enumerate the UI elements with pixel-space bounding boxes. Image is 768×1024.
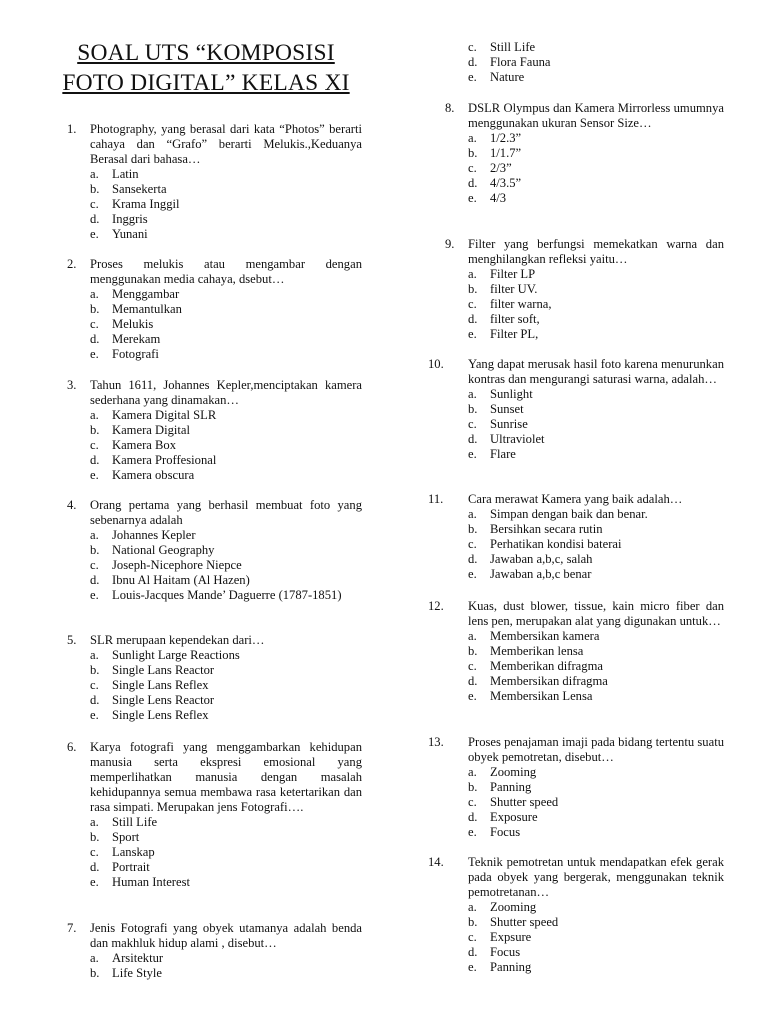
option-text: Membersikan Lensa: [490, 689, 593, 703]
answer-option: [428, 780, 724, 795]
answer-option: [428, 432, 724, 447]
answer-option: [50, 663, 362, 678]
answer-option: [50, 332, 362, 347]
option-text: Flare: [490, 447, 516, 461]
option-letter: e.: [468, 567, 477, 581]
option-letter: d.: [468, 432, 478, 446]
question-item: [50, 633, 362, 723]
answer-option: [50, 347, 362, 362]
answer-option: [428, 810, 724, 825]
answer-option: [428, 825, 724, 840]
option-text: National Geography: [112, 543, 215, 557]
option-text: Inggris: [112, 212, 148, 226]
option-text: Single Lans Reactor: [112, 663, 215, 677]
option-letter: b.: [90, 543, 100, 557]
answer-option: [428, 900, 724, 915]
answer-option: [428, 552, 724, 567]
option-letter: a.: [468, 629, 477, 643]
question-body: Proses penajaman imaji pada bidang tertentu suatu obyek pemotretan, disebut…: [468, 735, 724, 764]
option-text: Sansekerta: [112, 182, 167, 196]
answer-option: [428, 55, 724, 70]
question-text: [428, 237, 724, 267]
answer-option: [428, 70, 724, 85]
option-text: Joseph-Nicephore Niepce: [112, 558, 242, 572]
option-text: Shutter speed: [490, 915, 559, 929]
page-title: [50, 38, 362, 98]
option-text: Membersikan difragma: [490, 674, 608, 688]
answer-option: [50, 966, 362, 981]
question-number: 12.: [428, 599, 444, 613]
option-letter: d.: [90, 453, 100, 467]
option-letter: a.: [90, 648, 99, 662]
option-text: Sunset: [490, 402, 524, 416]
option-letter: c.: [468, 161, 477, 175]
question-text: [50, 740, 362, 815]
question-number: 10.: [428, 357, 444, 371]
answer-option: [428, 282, 724, 297]
option-letter: d.: [468, 674, 478, 688]
answer-option: [50, 708, 362, 723]
question-number: 13.: [428, 735, 444, 749]
option-letter: d.: [90, 212, 100, 226]
answer-option: [50, 845, 362, 860]
option-letter: e.: [468, 689, 477, 703]
question-body: Filter yang berfungsi memekatkan warna dan menghilangkan refleksi yaitu…: [468, 237, 724, 266]
answer-option: [428, 689, 724, 704]
option-letter: a.: [468, 900, 477, 914]
option-text: Latin: [112, 167, 139, 181]
question-body: Photography, yang berasal dari kata “Photos” berarti cahaya dan “Grafo” berarti Melukis.,Keduanya Berasal dari bahasa…: [90, 122, 362, 166]
question-body: Teknik pemotretan untuk mendapatkan efek gerak pada obyek yang bergerak, menggunakan teknik pemotretanan…: [468, 855, 724, 899]
option-text: Focus: [490, 945, 521, 959]
option-letter: e.: [90, 227, 99, 241]
option-letter: a.: [468, 131, 477, 145]
option-text: Simpan dengan baik dan benar.: [490, 507, 648, 521]
question-text: [50, 378, 362, 408]
question-text: [50, 122, 362, 167]
option-text: Single Lens Reactor: [112, 693, 215, 707]
option-letter: c.: [468, 537, 477, 551]
answer-option: [50, 693, 362, 708]
option-text: Kamera obscura: [112, 468, 195, 482]
option-letter: e.: [90, 468, 99, 482]
question-number: 1.: [67, 122, 77, 136]
answer-option: [428, 447, 724, 462]
option-letter: c.: [90, 678, 99, 692]
question-item: [428, 357, 724, 462]
question-text: [428, 855, 724, 900]
option-letter: a.: [90, 951, 99, 965]
question-body: Karya fotografi yang menggambarkan kehidupan manusia serta ekspresi emosional yang memperlihatkan manusia dengan masalah kehidupannya semua membawa rasa ketertarikan dan rasa simpati. Merupakan jens Fotografi….: [90, 740, 362, 814]
question-text: [428, 735, 724, 765]
question-item: [50, 740, 362, 890]
answer-option: [428, 146, 724, 161]
option-text: Sunrise: [490, 417, 528, 431]
option-letter: a.: [468, 387, 477, 401]
option-letter: d.: [468, 552, 478, 566]
option-letter: d.: [468, 312, 478, 326]
question-item: [428, 492, 724, 582]
option-letter: e.: [468, 327, 477, 341]
option-text: Expsure: [490, 930, 532, 944]
option-text: Still Life: [490, 40, 536, 54]
answer-option: [50, 815, 362, 830]
option-text: filter soft,: [490, 312, 540, 326]
option-letter: b.: [468, 522, 478, 536]
answer-option: [428, 522, 724, 537]
option-letter: c.: [90, 558, 99, 572]
option-text: Membersikan kamera: [490, 629, 600, 643]
option-letter: a.: [90, 528, 99, 542]
option-letter: a.: [468, 507, 477, 521]
question-text: [50, 633, 362, 648]
option-text: filter warna,: [490, 297, 552, 311]
option-text: Johannes Kepler: [112, 528, 196, 542]
question-number: 5.: [67, 633, 77, 647]
option-text: Lanskap: [112, 845, 155, 859]
option-text: Kamera Digital SLR: [112, 408, 217, 422]
option-letter: c.: [468, 297, 477, 311]
answer-option: [50, 573, 362, 588]
question-body: Kuas, dust blower, tissue, kain micro fiber dan lens pen, merupakan alat yang digunakan untuk…: [468, 599, 724, 628]
answer-option: [428, 297, 724, 312]
option-letter: c.: [90, 438, 99, 452]
option-letter: c.: [468, 40, 477, 54]
option-text: Single Lans Reflex: [112, 678, 209, 692]
question-item: [50, 257, 362, 362]
option-letter: d.: [468, 55, 478, 69]
option-text: 4/3.5”: [490, 176, 522, 190]
answer-option: [50, 875, 362, 890]
question-number: 7.: [67, 921, 77, 935]
option-letter: c.: [468, 930, 477, 944]
option-letter: e.: [468, 191, 477, 205]
option-text: filter UV.: [490, 282, 538, 296]
option-text: Human Interest: [112, 875, 190, 889]
answer-option: [428, 674, 724, 689]
option-text: Single Lens Reflex: [112, 708, 209, 722]
answer-option: [50, 317, 362, 332]
option-letter: e.: [468, 70, 477, 84]
answer-option: [428, 659, 724, 674]
option-letter: d.: [90, 693, 100, 707]
option-letter: e.: [468, 825, 477, 839]
answer-option: [428, 161, 724, 176]
answer-option: [428, 629, 724, 644]
question-body: DSLR Olympus dan Kamera Mirrorless umumnya menggunakan ukuran Sensor Size…: [468, 101, 724, 130]
option-text: Kamera Box: [112, 438, 176, 452]
option-letter: e.: [468, 447, 477, 461]
answer-option: [428, 765, 724, 780]
option-letter: e.: [468, 960, 477, 974]
option-letter: e.: [90, 708, 99, 722]
answer-option: [428, 537, 724, 552]
question-number: 6.: [67, 740, 77, 754]
answer-option: [50, 453, 362, 468]
answer-option: [50, 860, 362, 875]
option-text: Portrait: [112, 860, 150, 874]
option-text: Zooming: [490, 765, 537, 779]
option-letter: e.: [90, 588, 99, 602]
option-text: Memantulkan: [112, 302, 182, 316]
option-text: Kamera Digital: [112, 423, 190, 437]
option-text: Ibnu Al Haitam (Al Hazen): [112, 573, 250, 587]
answer-option: [50, 227, 362, 242]
answer-option: [428, 267, 724, 282]
option-text: Perhatikan kondisi baterai: [490, 537, 622, 551]
question-number: 2.: [67, 257, 77, 271]
option-text: Still Life: [112, 815, 158, 829]
option-letter: b.: [468, 780, 478, 794]
option-text: Life Style: [112, 966, 163, 980]
question-item: [50, 498, 362, 603]
question-number: 11.: [428, 492, 444, 506]
answer-option: [428, 960, 724, 975]
option-text: Ultraviolet: [490, 432, 545, 446]
answer-option: [428, 327, 724, 342]
answer-option: [50, 197, 362, 212]
answer-option: [50, 648, 362, 663]
answer-option: [50, 287, 362, 302]
option-letter: e.: [90, 875, 99, 889]
option-text: Focus: [490, 825, 521, 839]
option-letter: c.: [90, 197, 99, 211]
option-letter: b.: [90, 966, 100, 980]
answer-option: [428, 930, 724, 945]
option-text: Panning: [490, 780, 532, 794]
option-text: Melukis: [112, 317, 154, 331]
answer-option: [50, 951, 362, 966]
option-text: Filter LP: [490, 267, 536, 281]
option-text: 1/1.7”: [490, 146, 522, 160]
answer-option: [428, 131, 724, 146]
answer-option: [50, 408, 362, 423]
option-letter: c.: [468, 659, 477, 673]
question-text: [428, 599, 724, 629]
answer-option: [428, 191, 724, 206]
option-text: Sunlight Large Reactions: [112, 648, 240, 662]
option-text: Arsitektur: [112, 951, 164, 965]
answer-option: [428, 795, 724, 810]
option-text: Sunlight: [490, 387, 533, 401]
option-letter: d.: [90, 332, 100, 346]
option-text: 1/2.3”: [490, 131, 522, 145]
question-text: [428, 101, 724, 131]
option-text: Zooming: [490, 900, 537, 914]
question-body: Proses melukis atau mengambar dengan menggunakan media cahaya, dsebut…: [90, 257, 362, 286]
option-text: Shutter speed: [490, 795, 559, 809]
answer-option: [428, 176, 724, 191]
option-letter: b.: [468, 282, 478, 296]
question-text: [50, 257, 362, 287]
question-item: [50, 122, 362, 242]
option-letter: c.: [468, 795, 477, 809]
question-text: [428, 492, 724, 507]
option-letter: a.: [90, 167, 99, 181]
question-text: [50, 498, 362, 528]
option-letter: a.: [468, 267, 477, 281]
option-letter: b.: [90, 423, 100, 437]
option-text: 2/3”: [490, 161, 512, 175]
option-letter: a.: [468, 765, 477, 779]
option-letter: d.: [90, 860, 100, 874]
option-text: Jawaban a,b,c, salah: [490, 552, 593, 566]
answer-option: [428, 945, 724, 960]
option-text: Nature: [490, 70, 525, 84]
option-text: Filter PL,: [490, 327, 539, 341]
question-item: [50, 921, 362, 981]
question-body: Orang pertama yang berhasil membuat foto yang sebenarnya adalah: [90, 498, 362, 527]
option-text: Louis-Jacques Mande’ Daguerre (1787-1851): [112, 588, 342, 602]
option-text: Merekam: [112, 332, 161, 346]
title-line-1: SOAL UTS “KOMPOSISI: [77, 40, 335, 66]
question-body: Tahun 1611, Johannes Kepler,menciptakan kamera sederhana yang dinamakan…: [90, 378, 362, 407]
option-letter: c.: [90, 317, 99, 331]
answer-option: [50, 468, 362, 483]
option-text: Jawaban a,b,c benar: [490, 567, 592, 581]
option-text: 4/3: [490, 191, 507, 205]
option-letter: d.: [468, 810, 478, 824]
question-number: 3.: [67, 378, 77, 392]
answer-option: [50, 830, 362, 845]
question-number: 14.: [428, 855, 444, 869]
option-text: Flora Fauna: [490, 55, 551, 69]
option-text: Kamera Proffesional: [112, 453, 217, 467]
title-line-2: FOTO DIGITAL” KELAS XI: [62, 70, 350, 96]
answer-option: [50, 182, 362, 197]
option-letter: b.: [90, 663, 100, 677]
answer-option: [50, 212, 362, 227]
answer-option: [428, 402, 724, 417]
option-letter: b.: [90, 830, 100, 844]
answer-option: [428, 915, 724, 930]
option-text: Yunani: [112, 227, 148, 241]
option-letter: b.: [468, 402, 478, 416]
answer-option: [50, 678, 362, 693]
answer-option: [428, 40, 724, 55]
option-letter: a.: [90, 408, 99, 422]
option-letter: b.: [90, 302, 100, 316]
answer-option: [50, 302, 362, 317]
answer-option: [428, 644, 724, 659]
question-item: [428, 101, 724, 206]
question-continuation: [428, 40, 724, 85]
option-text: Memberikan lensa: [490, 644, 584, 658]
option-letter: b.: [468, 915, 478, 929]
question-item: [428, 735, 724, 840]
answer-option: [428, 387, 724, 402]
answer-option: [50, 438, 362, 453]
option-letter: c.: [90, 845, 99, 859]
option-text: Memberikan difragma: [490, 659, 603, 673]
option-letter: b.: [468, 644, 478, 658]
question-number: 9.: [445, 237, 455, 251]
answer-option: [428, 417, 724, 432]
answer-option: [50, 543, 362, 558]
option-text: Bersihkan secara rutin: [490, 522, 603, 536]
question-item: [428, 237, 724, 342]
option-text: Sport: [112, 830, 140, 844]
answer-option: [50, 588, 362, 603]
question-text: [50, 921, 362, 951]
option-letter: b.: [468, 146, 478, 160]
question-number: 4.: [67, 498, 77, 512]
answer-option: [428, 567, 724, 582]
option-letter: a.: [90, 287, 99, 301]
answer-option: [428, 312, 724, 327]
question-number: 8.: [445, 101, 455, 115]
question-item: [428, 599, 724, 704]
option-text: Panning: [490, 960, 532, 974]
option-letter: b.: [90, 182, 100, 196]
option-letter: d.: [468, 945, 478, 959]
question-body: SLR merupaan kependekan dari…: [90, 633, 265, 647]
answer-option: [50, 167, 362, 182]
question-body: Yang dapat merusak hasil foto karena menurunkan kontras dan mengurangi saturasi warna, adalah…: [468, 357, 724, 386]
question-text: [428, 357, 724, 387]
question-item: [428, 855, 724, 975]
option-text: Exposure: [490, 810, 538, 824]
answer-option: [428, 507, 724, 522]
option-letter: e.: [90, 347, 99, 361]
answer-option: [50, 528, 362, 543]
option-text: Krama Inggil: [112, 197, 180, 211]
option-text: Fotografi: [112, 347, 159, 361]
option-letter: a.: [90, 815, 99, 829]
option-text: Menggambar: [112, 287, 180, 301]
answer-option: [50, 423, 362, 438]
question-body: Cara merawat Kamera yang baik adalah…: [468, 492, 683, 506]
option-letter: d.: [468, 176, 478, 190]
question-body: Jenis Fotografi yang obyek utamanya adalah benda dan makhluk hidup alami , disebut…: [90, 921, 362, 950]
option-letter: c.: [468, 417, 477, 431]
question-item: [50, 378, 362, 483]
answer-option: [50, 558, 362, 573]
option-letter: d.: [90, 573, 100, 587]
